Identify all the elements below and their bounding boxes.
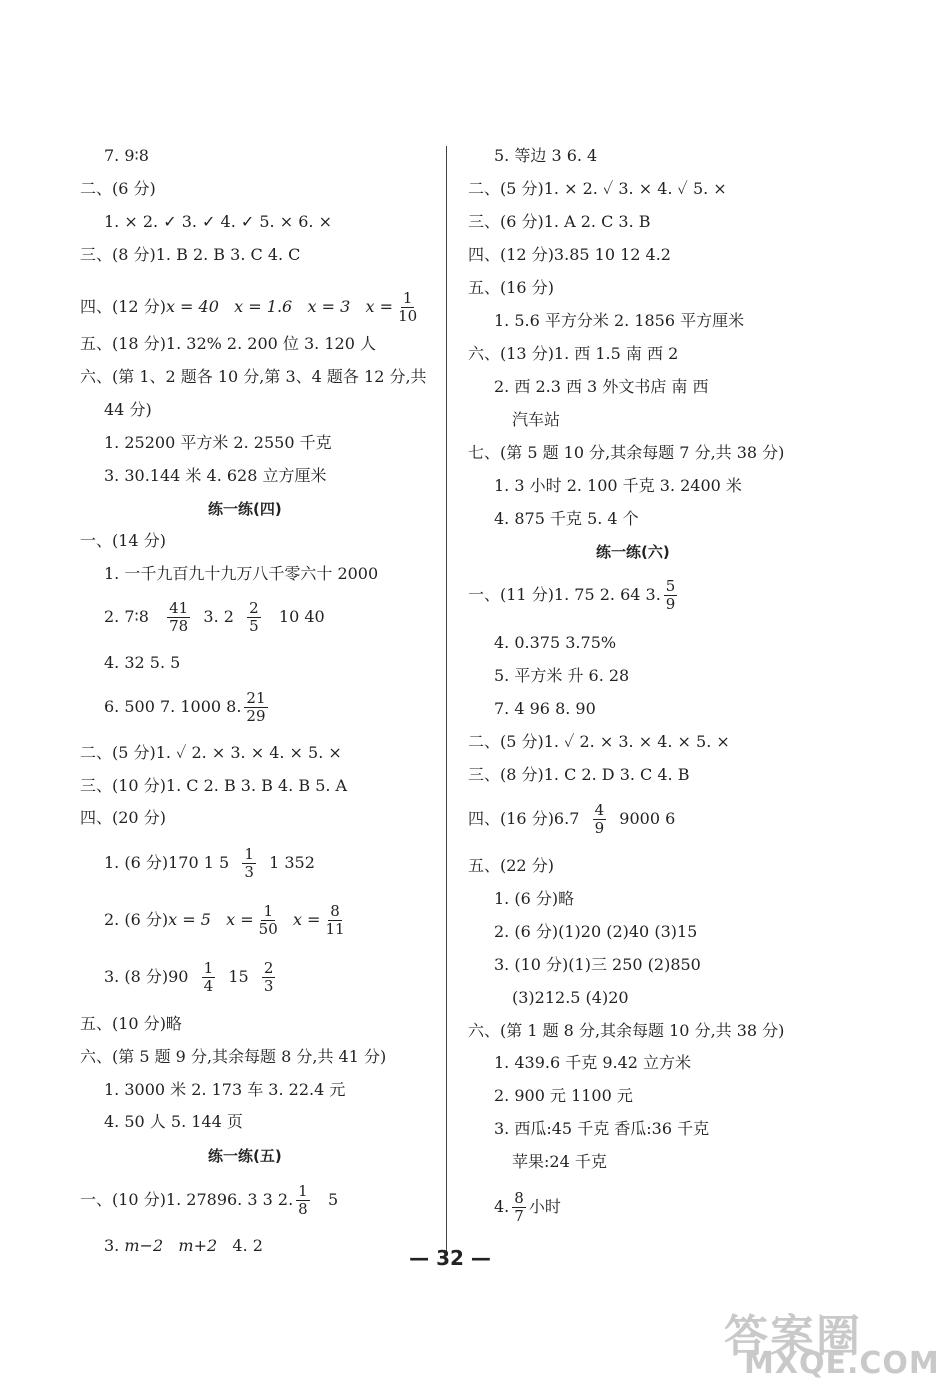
fraction: $\frac{8}{11}$ bbox=[325, 902, 345, 938]
section-heading: 四、(12 分) bbox=[80, 297, 166, 316]
answer-line: 三、(6 分)1. A 2. C 3. B bbox=[468, 212, 651, 231]
fraction: $\frac{2}{5}$ bbox=[249, 599, 259, 635]
answer-line: 四、(12 分)3.85 10 12 4.2 bbox=[468, 245, 671, 264]
fraction: $\frac{1}{8}$ bbox=[298, 1182, 308, 1218]
answer-line: 5. 等边 3 6. 4 bbox=[494, 146, 598, 165]
watermark-logo bbox=[724, 1300, 940, 1384]
exercise-title: 练一练(四) bbox=[208, 500, 282, 518]
section-heading: 五、(16 分) bbox=[468, 278, 554, 297]
math-expr: x = 3 bbox=[307, 297, 351, 316]
answer-line: 3. 西瓜:45 千克 香瓜:36 千克 bbox=[494, 1119, 710, 1138]
answer-line: 1. 一千九百九十九万八千零六十 2000 bbox=[104, 564, 379, 583]
answer-line: 3. (8 分)90 $\frac{1}{4}$ 15 $\frac{2}{3}$ bbox=[104, 959, 274, 995]
answer-line: 2. (6 分)x = 5 x = $\frac{1}{50}$ x = $\frac{8}{11}$ bbox=[104, 902, 345, 938]
answer-line: 六、(13 分)1. 西 1.5 南 西 2 bbox=[468, 344, 679, 363]
answer-line: 2. (6 分)(1)20 (2)40 (3)15 bbox=[494, 922, 698, 941]
answer-line: 四、(12 分)x = 40 x = 1.6 x = 3 x = $\frac{1}{10}$ bbox=[80, 289, 418, 325]
answer-line: 三、(10 分)1. C 2. B 3. B 4. B 5. A bbox=[80, 776, 348, 795]
answer-line: 2. 900 元 1100 元 bbox=[494, 1086, 633, 1105]
answer-line: 1. 3000 米 2. 173 车 3. 22.4 元 bbox=[104, 1080, 346, 1099]
answer-line: 4. 50 人 5. 144 页 bbox=[104, 1112, 243, 1131]
answer-line: 4. 875 千克 5. 4 个 bbox=[494, 509, 639, 528]
fraction: $\frac{5}{9}$ bbox=[665, 577, 676, 613]
math-expr: x = 1.6 bbox=[234, 297, 293, 316]
answer-line: 1. (6 分)170 1 5 $\frac{1}{3}$ 1 352 bbox=[104, 845, 315, 881]
section-heading: 四、(20 分) bbox=[80, 808, 166, 827]
fraction: $\frac{1}{10}$ bbox=[398, 289, 418, 325]
page-number: — 32 — bbox=[409, 1246, 491, 1270]
answer-line: 二、(5 分)1. ✓ 2. × 3. × 4. × 5. × bbox=[80, 743, 342, 762]
answer-line: (3)212.5 (4)20 bbox=[512, 988, 629, 1007]
section-heading: 五、(22 分) bbox=[468, 856, 554, 875]
answer-line: 三、(8 分)1. B 2. B 3. C 4. C bbox=[80, 245, 301, 264]
answer-line: 2. 西 2.3 西 3 外文书店 南 西 bbox=[494, 377, 709, 396]
answer-line: 一、(11 分)1. 75 2. 64 3. $\frac{5}{9}$ bbox=[468, 577, 676, 613]
answer-line: 4. $\frac{8}{7}$ 小时 bbox=[494, 1189, 561, 1225]
section-heading: 七、(第 5 题 10 分,其余每题 7 分,共 38 分) bbox=[468, 443, 785, 462]
exercise-title: 练一练(六) bbox=[596, 543, 670, 561]
section-heading: 六、(第 5 题 9 分,其余每题 8 分,共 41 分) bbox=[80, 1047, 387, 1066]
fraction: $\frac{1}{4}$ bbox=[203, 959, 214, 995]
answer-line: 4. 0.375 3.75% bbox=[494, 633, 617, 652]
answer-line: 3. m−2 m+2 4. 2 bbox=[104, 1236, 263, 1255]
answer-line: 五、(10 分)略 bbox=[80, 1014, 182, 1033]
section-heading: 六、(第 1、2 题各 10 分,第 3、4 题各 12 分,共 bbox=[80, 367, 427, 386]
answer-line: 2. 7∶8 $\frac{41}{78}$ 3. 2 $\frac{2}{5}$ 10 40 bbox=[104, 599, 325, 635]
answer-line: 三、(8 分)1. C 2. D 3. C 4. B bbox=[468, 765, 690, 784]
answer-line: 4. 32 5. 5 bbox=[104, 653, 181, 672]
fraction: $\frac{1}{3}$ bbox=[244, 845, 254, 881]
answer-line: 7. 9∶8 bbox=[104, 146, 149, 165]
answer-line: 一、(10 分)1. 27896. 3 3 2. $\frac{1}{8}$ 5 bbox=[80, 1182, 339, 1218]
answer-line: 3. (10 分)(1)三 250 (2)850 bbox=[494, 955, 701, 974]
fraction: $\frac{41}{78}$ bbox=[169, 599, 189, 635]
fraction: $\frac{1}{50}$ bbox=[258, 902, 278, 938]
column-divider bbox=[446, 146, 447, 1254]
answer-line: 二、(5 分)1. ✓ 2. × 3. × 4. × 5. × bbox=[468, 732, 730, 751]
answer-line: 5. 平方米 升 6. 28 bbox=[494, 666, 630, 685]
fraction: $\frac{2}{3}$ bbox=[263, 959, 274, 995]
section-heading: 二、(6 分) bbox=[80, 179, 156, 198]
math-expr: x = 40 bbox=[165, 297, 219, 316]
watermark-text: 答案圈 bbox=[724, 1311, 862, 1362]
fraction: $\frac{4}{9}$ bbox=[594, 801, 605, 837]
exercise-title: 练一练(五) bbox=[208, 1147, 282, 1165]
section-heading: 六、(第 1 题 8 分,其余每题 10 分,共 38 分) bbox=[468, 1021, 785, 1040]
fraction: $\frac{21}{29}$ bbox=[246, 689, 266, 725]
answer-line: 五、(18 分)1. 32% 2. 200 位 3. 120 人 bbox=[80, 334, 376, 353]
answer-line: 7. 4 96 8. 90 bbox=[494, 699, 596, 718]
answer-line: 四、(16 分)6.7 $\frac{4}{9}$ 9000 6 bbox=[468, 801, 676, 837]
answer-line: 1. 3 小时 2. 100 千克 3. 2400 米 bbox=[494, 476, 742, 495]
answer-line: 3. 30.144 米 4. 628 立方厘米 bbox=[104, 466, 327, 485]
answer-line: 6. 500 7. 1000 8. $\frac{21}{29}$ bbox=[104, 689, 266, 725]
watermark-url: MXQE.COM bbox=[744, 1346, 940, 1381]
answer-line: 1. × 2. ✓ 3. ✓ 4. ✓ 5. × 6. × bbox=[104, 212, 332, 231]
answer-line: 汽车站 bbox=[512, 410, 561, 429]
answer-line: 二、(5 分)1. × 2. ✓ 3. × 4. ✓ 5. × bbox=[468, 179, 727, 198]
section-heading: 44 分) bbox=[104, 400, 152, 419]
answer-line: 1. (6 分)略 bbox=[494, 889, 575, 908]
fraction: $\frac{8}{7}$ bbox=[514, 1189, 524, 1225]
answer-line: 1. 439.6 千克 9.42 立方米 bbox=[494, 1053, 692, 1072]
answer-line: 1. 5.6 平方分米 2. 1856 平方厘米 bbox=[494, 311, 745, 330]
answer-line: 苹果:24 千克 bbox=[512, 1152, 607, 1171]
answer-line: 1. 25200 平方米 2. 2550 千克 bbox=[104, 433, 332, 452]
section-heading: 一、(14 分) bbox=[80, 531, 166, 550]
